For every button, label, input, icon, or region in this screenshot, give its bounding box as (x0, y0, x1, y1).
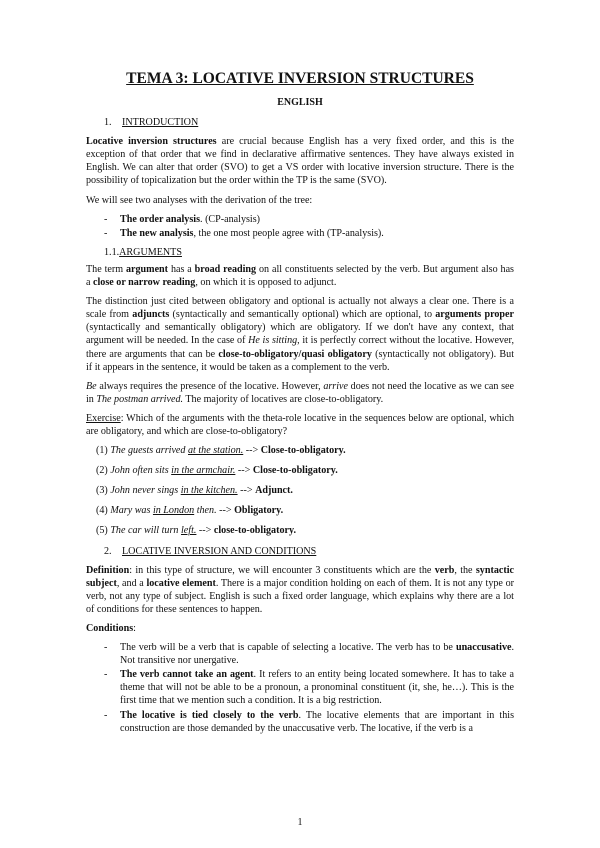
example-item: (1) The guests arrived at the station. --> Close-to-obligatory. (96, 445, 346, 457)
document-subtitle: ENGLISH (277, 97, 323, 108)
section-1-heading (104, 116, 514, 129)
analyses-paragraph: We will see two analyses with the derivation of the tree: (86, 194, 313, 206)
paragraph-text: are crucial because English has a very fixed order, and this is the exception of that order that we find in declarative affirmative sentences. They have always existed in English. We can alter that order (SVO) to get a VS order with locative inversion structure. There is the possibility of topicalization but the order within the TP is the same (SVO). (86, 136, 514, 187)
example-item: (4) Mary was in London then. --> Obligatory. (96, 505, 284, 517)
section-2-heading (104, 545, 514, 558)
section-title: INTRODUCTION (122, 117, 199, 129)
example-item: (5) The car will turn left. --> close-to-obligatory. (96, 525, 297, 537)
document-page (86, 70, 514, 741)
list-item-text: . (CP-analysis) (200, 213, 261, 225)
section-1-1-heading (104, 246, 514, 259)
list-item: - The locative is tied closely to the verb. The locative elements that are important in this construction are those demanded by the unaccusative verb. The locative, if the verb is a (104, 709, 514, 734)
distinction-paragraph: The distinction just cited between obligatory and optional is actually not always a clear one. There is a scale from adjuncts (syntactically and semantically optional) which are optional, to arguments proper (syntactically and semantically obligatory) which are obligatory. If we don't have any context, that argument will be needed. In the case of He is sitting, it is perfectly correct without the locative. However, there are arguments that can be close-to-obligatory/quasi obligatory (syntactically not obligatory). But if it appears in the sentence, it would be taken as a complement to the verb. (86, 296, 514, 373)
definition-paragraph: Definition: in this type of structure, we will encounter 3 constituents which are the verb, the syntactic subject, and a locative element. There is a major condition holding on each of them. It is not any type or verb, not any type of subject. English is such a fixed order language, which explains why there are a lot of conditions for these sentences to happen. (86, 564, 514, 615)
page-number: 1 (297, 817, 303, 828)
exercise-paragraph: Exercise: Which of the arguments with the theta-role locative in the sequences below are optional, which are obligatory, and which are close-to-obligatory? (86, 412, 514, 437)
analyses-list (86, 213, 514, 240)
bold-term: The order analysis (120, 213, 201, 225)
exercise-label: Exercise (86, 412, 121, 424)
list-item: - The order analysis. (CP-analysis) (104, 213, 261, 225)
example-item: (3) John never sings in the kitchen. --> Adjunct. (96, 485, 293, 497)
bold-term: Locative inversion structures (86, 136, 217, 148)
intro-paragraph (86, 135, 514, 187)
example-item: (2) John often sits in the armchair. --> Close-to-obligatory. (96, 465, 338, 477)
section-title: LOCATIVE INVERSION AND CONDITIONS (122, 545, 317, 557)
list-item-text: , the one most people agree with (TP-analysis). (193, 227, 384, 239)
argument-paragraph: The term argument has a broad reading on all constituents selected by the verb. But argument also has a close or narrow reading, on which it is opposed to adjunct. (86, 263, 514, 289)
bold-term: The new analysis (120, 227, 194, 239)
section-number: 2. (104, 545, 112, 557)
list-item: - The verb cannot take an agent. It refers to an entity being located somewhere. It has to take a theme that will not be able to be a pronoun, a pronominal constituent (it, she, he…). This is the first time that we mention such a condition. It is a big restriction. (104, 669, 514, 707)
section-number: 1. (104, 117, 112, 129)
be-arrive-paragraph: Be always requires the presence of the locative. However, arrive does not need the locative as we can see in The postman arrived. The majority of locatives are close-to-obligatory. (86, 380, 514, 405)
document-title: TEMA 3: LOCATIVE INVERSION STRUCTURES (126, 70, 474, 87)
conditions-label: Conditions: (86, 623, 136, 634)
list-item: - The new analysis, the one most people agree with (TP-analysis). (104, 227, 384, 239)
section-title: ARGUMENTS (119, 246, 182, 258)
section-number: 1.1. (104, 246, 120, 258)
conditions-list (86, 641, 514, 735)
list-item: - The verb will be a verb that is capable of selecting a locative. The verb has to be unaccusative. Not transitive nor unergative. (104, 642, 514, 667)
